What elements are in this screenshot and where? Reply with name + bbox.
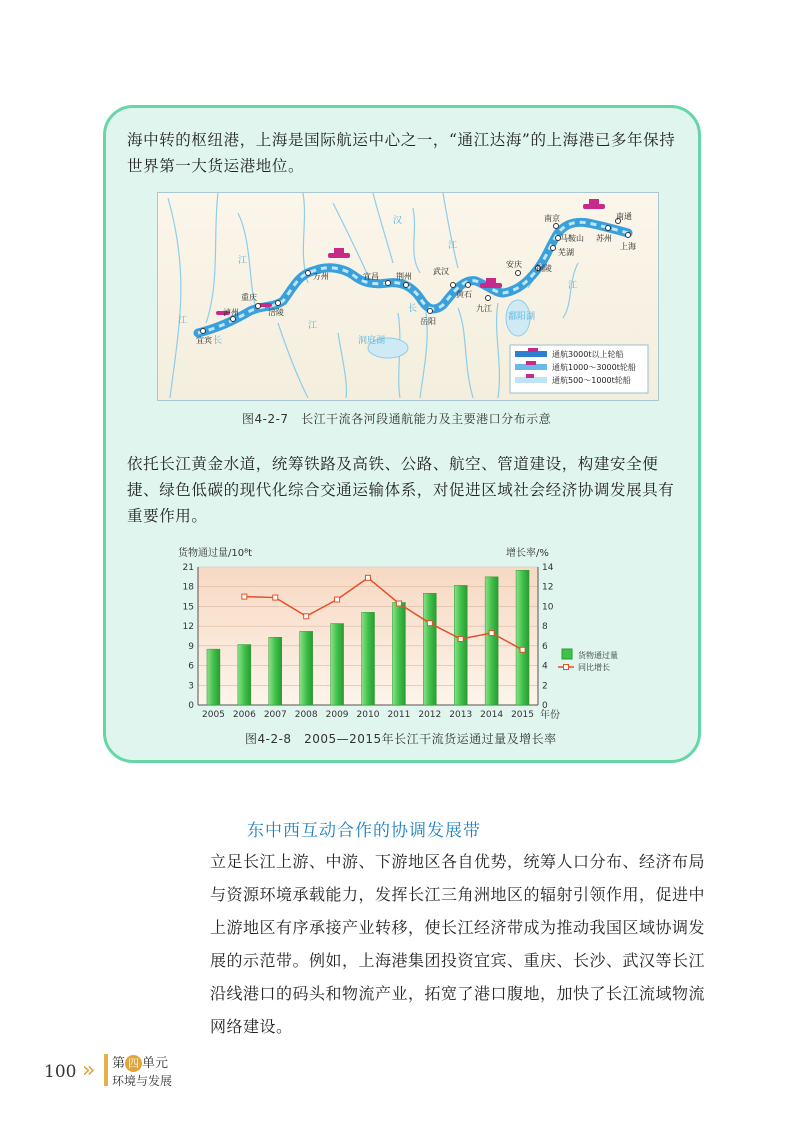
bar [362, 612, 375, 705]
city-wanzhou: 万州 [313, 272, 329, 281]
bar [238, 645, 251, 705]
x-tick: 2011 [387, 710, 411, 720]
y-tick-right: 6 [542, 641, 548, 652]
legend-line: 同比增长 [578, 663, 610, 672]
y-tick-right: 4 [542, 661, 548, 672]
y-tick-right: 14 [542, 563, 554, 573]
map-svg [158, 193, 658, 400]
unit-label: 第 四 单元 [112, 1056, 169, 1071]
y-axis-left-label: 货物通过量/10⁸t [178, 548, 253, 559]
freight-chart [168, 543, 618, 723]
x-tick: 2010 [356, 710, 380, 720]
water-label: 洞庭湖 [358, 336, 386, 346]
growth-point [520, 647, 525, 652]
city-wuhu: 芜湖 [558, 248, 574, 257]
city-nanjing: 南京 [544, 214, 560, 223]
bar [485, 577, 498, 705]
legend-bar: 货物通过量 [578, 651, 618, 660]
x-tick: 2008 [294, 710, 318, 720]
y-tick-right: 2 [542, 681, 548, 692]
y-tick-right: 12 [542, 582, 554, 593]
page-number: 100 [44, 1062, 77, 1082]
y-tick-right: 10 [542, 602, 554, 613]
section-body: 立足长江上游、中游、下游地区各自优势，统筹人口分布、经济布局与资源环境承载能力，发挥长江三角洲地区的辐射引领作用，促进中上游地区有序承接产业转移，使长江经济带成为推动我国区域协调发展的示范带。例如，上海港集团投资宜宾、重庆、长沙、武汉等长江沿线港口的码头和物流产业，拓宽了港口腹地，加快了长江流域物流网络建设。 [210, 852, 706, 1036]
y-tick-left: 15 [182, 602, 194, 613]
city-yueyang: 岳阳 [420, 317, 436, 326]
water-label: 江 [448, 241, 458, 251]
city-fuling: 涪陵 [268, 308, 284, 317]
figure1-caption: 图4-2-7 长江干流各河段通航能力及主要港口分布示意 [242, 412, 552, 426]
chevron-icon: » [82, 1058, 90, 1083]
water-label: 江 [238, 256, 248, 266]
y-tick-left: 18 [182, 582, 194, 593]
growth-point [242, 594, 247, 599]
footer-divider [104, 1054, 108, 1086]
chart-svg [168, 543, 618, 723]
water-label: 江 [568, 281, 578, 291]
city-jiujiang: 九江 [476, 304, 492, 313]
growth-point [489, 631, 494, 636]
growth-point [304, 614, 309, 619]
y-tick-left: 9 [188, 641, 194, 652]
city-huangshi: 黄石 [456, 290, 472, 299]
bar [300, 631, 313, 705]
legend-item: 通航1000～3000t轮船 [552, 363, 636, 372]
city-yichang: 宜昌 [363, 272, 379, 281]
growth-point [273, 595, 278, 600]
city-nantong: 南通 [616, 212, 632, 221]
bar [331, 624, 344, 705]
city-shanghai: 上海 [620, 242, 636, 251]
city-wuhan: 武汉 [433, 267, 449, 276]
y-tick-left: 0 [188, 701, 194, 711]
x-tick: 2006 [232, 710, 256, 720]
body-paragraph: 依托长江黄金水道，统筹铁路及高铁、公路、航空、管道建设，构建安全便捷、绿色低碳的现代化综合交通运输体系，对促进区域社会经济协调发展具有重要作用。 [127, 455, 675, 525]
water-label: 江 [178, 316, 188, 326]
yangtze-map [157, 192, 659, 401]
x-tick: 2015 [511, 710, 534, 720]
legend-item: 通航3000t以上轮船 [552, 350, 624, 359]
city-chongqing: 重庆 [241, 293, 257, 302]
growth-point [366, 575, 371, 580]
bar [516, 570, 529, 705]
x-tick: 2014 [480, 710, 504, 720]
x-axis-label: 年份 [540, 710, 560, 721]
y-tick-left: 12 [182, 622, 194, 633]
section-title: 东中西互动合作的协调发展带 [247, 821, 481, 841]
figure2-caption: 图4-2-8 2005—2015年长江干流货运通过量及增长率 [245, 732, 557, 746]
city-luzhou: 泸州 [223, 308, 239, 317]
y-tick-right: 0 [542, 701, 548, 711]
water-label: 汉 [393, 216, 403, 226]
bar [454, 585, 467, 705]
y-tick-left: 3 [188, 681, 194, 692]
city-maanshan: 马鞍山 [560, 234, 584, 243]
city-anqing: 安庆 [506, 260, 522, 269]
y-axis-right-label: 增长率/% [506, 548, 549, 559]
y-tick-left: 6 [188, 661, 194, 672]
map-legend [510, 345, 648, 393]
city-yibin: 宜宾 [196, 336, 212, 345]
y-tick-left: 21 [182, 563, 194, 573]
legend-item: 通航500～1000t轮船 [552, 376, 631, 385]
intro-paragraph: 海中转的枢纽港，上海是国际航运中心之一，“通江达海”的上海港已多年保持世界第一大货运港地位。 [127, 131, 676, 175]
x-tick: 2013 [449, 710, 473, 720]
x-tick: 2012 [418, 710, 442, 720]
city-jingzhou: 荆州 [396, 272, 412, 281]
growth-point [458, 636, 463, 641]
unit-theme: 环境与发展 [112, 1074, 173, 1088]
water-label: 鄱阳湖 [508, 312, 536, 322]
bar [392, 602, 405, 705]
bar [269, 637, 282, 705]
growth-point [396, 601, 401, 606]
water-label: 长 [213, 336, 223, 346]
unit-number: 四 [125, 1055, 142, 1072]
bar [423, 593, 436, 705]
growth-point [335, 597, 340, 602]
city-tongling: 铜陵 [536, 264, 552, 273]
x-tick: 2005 [202, 710, 225, 720]
x-tick: 2007 [263, 710, 287, 720]
x-tick: 2009 [325, 710, 349, 720]
growth-point [427, 621, 432, 626]
water-label: 江 [308, 321, 318, 331]
water-label: 长 [408, 304, 418, 314]
city-suzhou: 苏州 [596, 234, 612, 243]
bar [207, 649, 220, 705]
y-tick-right: 8 [542, 622, 548, 633]
